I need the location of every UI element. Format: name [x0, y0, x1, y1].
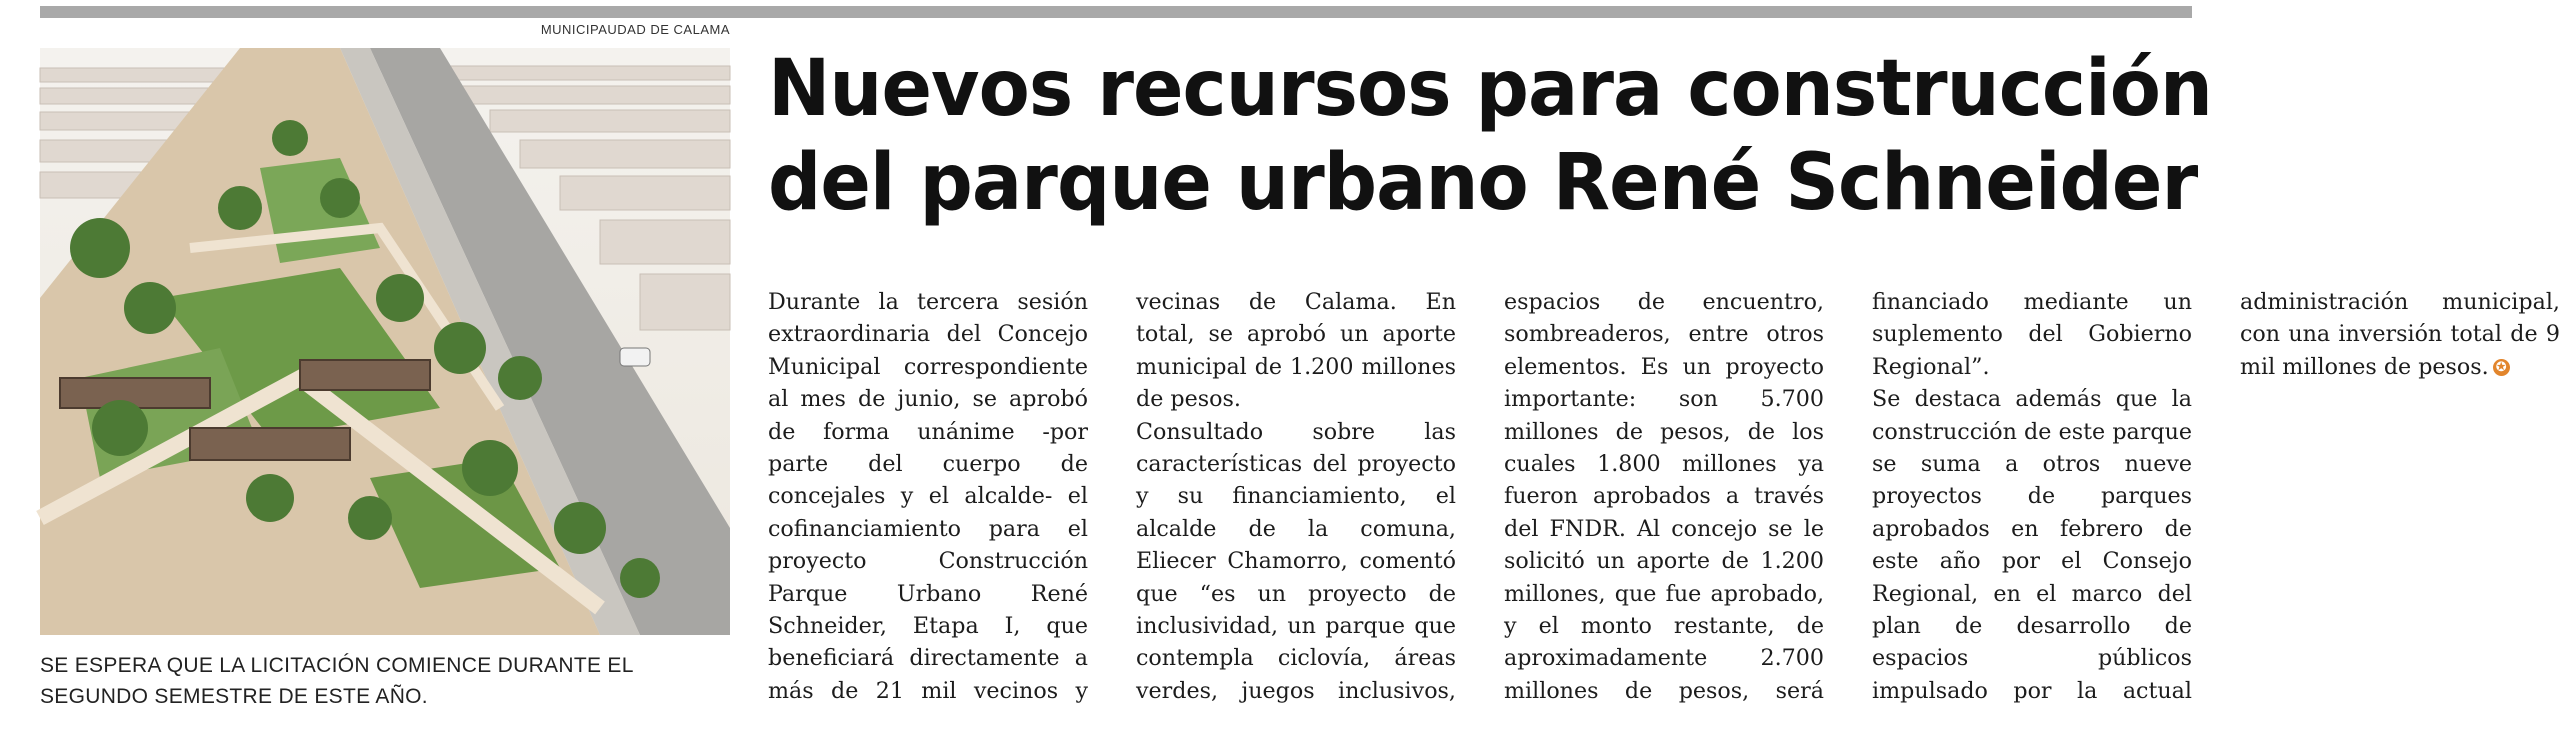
- article-body: [768, 286, 2560, 736]
- headline-line-2: del parque urbano René Schneider: [768, 138, 2198, 228]
- park-rendering-illustration: [40, 48, 730, 635]
- photo-caption: SE ESPERA QUE LA LICITACIÓN COMIENCE DURANTE EL SEGUNDO SEMESTRE DE ESTE AÑO.: [40, 654, 633, 708]
- park-rendering-image: [40, 48, 730, 635]
- end-of-article-icon: ✪: [2493, 359, 2510, 376]
- article-paragraph-1: Durante la tercera sesión extraordinaria del Concejo Municipal correspondiente al mes de junio, se aprobó de forma unánime -por parte del cuerpo de concejales y el alcalde- el cofinanciamiento para el proyecto Construcción Parque Urbano René Schneider, Etapa I, que beneficiará directamente a más de 21 mil vecinos y vecinas de Calama. En total, se aprobó un aporte municipal de 1.200 millones de pesos.: [768, 289, 1456, 704]
- article-paragraph-2: Consultado sobre las características del proyecto y su financiamiento, el alcalde de la comuna, Eliecer Chamorro, comentó que “es un proyecto de inclusividad, un parque que contempla ciclovía, áreas verdes, juegos inclusivos, espacios de encuentro, sombreaderos, entre otros elementos. Es un proyecto importante: son 5.700 millones de pesos, de los cuales 1.800 millones ya fueron aprobados a través del FNDR. Al concejo se le solicitó un aporte de 1.200 millones, que fue aprobado, y el monto restante, de aproximadamente 2.700 millones de pesos, será financiado mediante un suplemento del Gobierno Regional”.: [1136, 289, 2192, 704]
- headline-line-1: Nuevos recursos para construcción: [768, 44, 2213, 134]
- article-paragraph-3-text: Se destaca además que la construcción de este parque se suma a otros nueve proyectos de parques aprobados en febrero de este año por el Consejo Regional, en el marco del plan de desarrollo de espacios públicos impulsado por la actual administración municipal, con una inversión total de 9 mil millones de pesos.: [1872, 289, 2560, 704]
- top-rule: [40, 6, 2192, 18]
- article-headline: [768, 42, 2213, 230]
- photo-credit: MUNICIPAUDAD DE CALAMA: [540, 22, 730, 37]
